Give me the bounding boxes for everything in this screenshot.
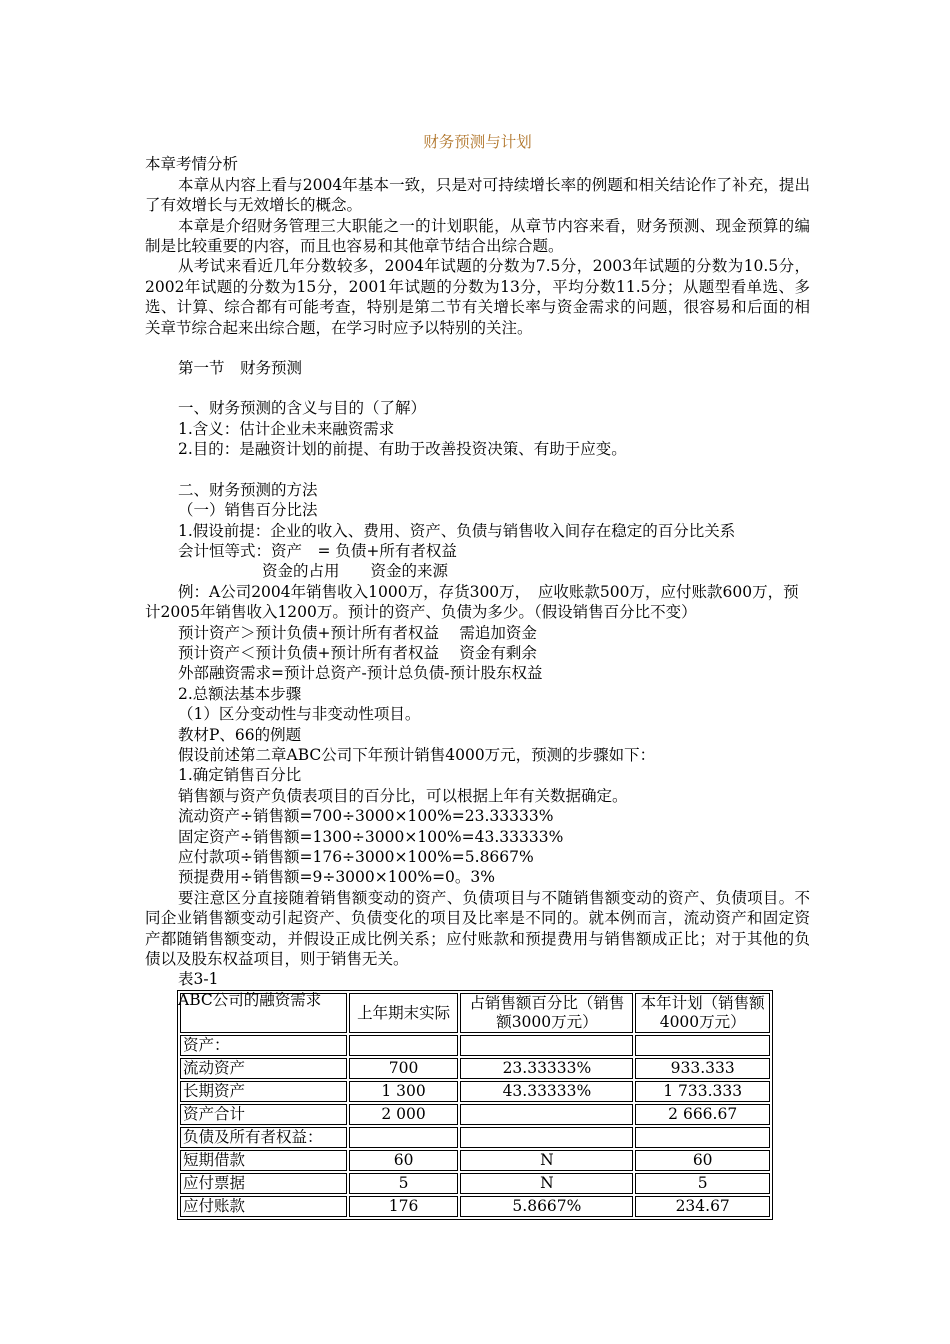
row-label-cell: 负债及所有者权益： <box>180 1127 347 1148</box>
paragraph: 第一节 财务预测 <box>178 359 303 378</box>
paragraph: 流动资产÷销售额=700÷3000×100%=23.33333% <box>178 807 554 826</box>
blank-line <box>145 338 810 358</box>
table-cell <box>635 1035 770 1056</box>
blank-line <box>145 378 810 398</box>
paragraph: 应付款项÷销售额=176÷3000×100%=5.8667% <box>178 848 534 866</box>
table-cell: 5.8667% <box>460 1196 633 1217</box>
paragraph: 销售额与资产负债表项目的百分比，可以根据上年有关数据确定。 <box>178 786 628 805</box>
table-cell: 933.333 <box>635 1058 770 1079</box>
table-cell: 60 <box>349 1150 459 1171</box>
paragraph: 预计资产＞预计负债+预计所有者权益 需追加资金 <box>178 623 537 642</box>
table-cell: 2 000 <box>349 1104 459 1125</box>
table-row <box>180 1127 770 1148</box>
paragraph: 要注意区分直接随着销售额变动的资产、负债项目与不随销售额变动的资产、负债项目。不同企业销售额变动引起资产、负债变化的项目及比率是不同的。就本例而言，流动资产和固定资产都随销售额变动，并假设正成比例关系；应付账款和预提费用与销售额成正比；对于其他的负债以及股东权益项目，则于销售无关。 <box>145 888 810 969</box>
table-cell: N <box>460 1173 633 1194</box>
table-row <box>180 1196 770 1217</box>
table-row <box>180 1058 770 1079</box>
table-row <box>180 1173 770 1194</box>
table-cell <box>635 1127 770 1148</box>
paragraph: 固定资产÷销售额=1300÷3000×100%=43.33333% <box>178 827 564 846</box>
paragraph: 例：A公司2004年销售收入1000万，存货300万， 应收账款500万，应付账款600万，预计2005年销售收入1200万。预计的资产、负债为多少。（假设销售百分比不变） <box>145 582 799 622</box>
paragraph: 会计恒等式：资产 = 负债+所有者权益 <box>178 541 457 560</box>
paragraph: 一、财务预测的含义与目的（了解） <box>178 399 427 418</box>
paragraph: 1.假设前提：企业的收入、费用、资产、负债与销售收入间存在稳定的百分比关系 <box>178 521 736 540</box>
paragraph: 2.总额法基本步骤 <box>178 684 302 703</box>
paragraph: 外部融资需求=预计总资产-预计总负债-预计股东权益 <box>178 664 543 683</box>
table-header-cell: 占销售额百分比（销售额3000万元） <box>460 993 633 1033</box>
paragraph: 本章从内容上看与2004年基本一致，只是对可持续增长率的例题和相关结论作了补充，提出了有效增长与无效增长的概念。 <box>145 175 810 215</box>
paragraph: 1.含义：估计企业未来融资需求 <box>178 419 395 438</box>
paragraph: 二、财务预测的方法 <box>178 480 318 499</box>
paragraph: 假设前述第二章ABC公司下年预计销售4000万元，预测的步骤如下： <box>178 745 656 764</box>
paragraph: 表3-1 <box>178 970 219 989</box>
document-title: 财务预测与计划 <box>423 133 532 151</box>
table-row <box>180 1081 770 1102</box>
paragraph: ABC公司的融资需求 <box>178 990 322 1009</box>
table-cell: 700 <box>349 1058 459 1079</box>
table-header-cell: 本年计划（销售额4000万元） <box>635 993 770 1033</box>
row-label-cell: 长期资产 <box>180 1081 347 1102</box>
table-cell: 2 666.67 <box>635 1104 770 1125</box>
table-header-cell: 上年期末实际 <box>349 993 459 1033</box>
paragraph: 从考试来看近几年分数较多，2004年试题的分数为7.5分，2003年试题的分数为10.5分，2002年试题的分数为15分，2001年试题的分数为13分，平均分数11.5分；从题型看单选、多选、计算、综合都有可能考查，特别是第二节有关增长率与资金需求的问题，很容易和后面的相关章节综合起来出综合题，在学习时应予以特别的关注。 <box>145 257 810 337</box>
table-row <box>180 1150 770 1171</box>
table-header-row <box>180 993 770 1033</box>
paragraph: 本章考情分析 <box>145 155 239 174</box>
paragraph: 预提费用÷销售额=9÷3000×100%=0。3% <box>178 868 496 887</box>
paragraph: 2.目的：是融资计划的前提、有助于改善投资决策、有助于应变。 <box>178 440 627 459</box>
table-cell: 234.67 <box>635 1196 770 1217</box>
table-cell <box>460 1035 633 1056</box>
table-cell: 60 <box>635 1150 770 1171</box>
table-header-cell <box>180 993 347 1033</box>
row-label-cell: 应付票据 <box>180 1173 347 1194</box>
blank-line <box>145 460 810 480</box>
table-cell: 1 733.333 <box>635 1081 770 1102</box>
paragraph: （一）销售百分比法 <box>178 501 318 520</box>
table-cell: 5 <box>349 1173 459 1194</box>
table-cell: 5 <box>635 1173 770 1194</box>
row-label-cell: 短期借款 <box>180 1150 347 1171</box>
paragraph: 1.确定销售百分比 <box>178 766 302 785</box>
table-cell: 1 300 <box>349 1081 459 1102</box>
paragraph: 本章是介绍财务管理三大职能之一的计划职能，从章节内容来看，财务预测、现金预算的编制是比较重要的内容，而且也容易和其他章节结合出综合题。 <box>145 216 810 256</box>
row-label-cell: 流动资产 <box>180 1058 347 1079</box>
table-cell: 43.33333% <box>460 1081 633 1102</box>
paragraph: 预计资产＜预计负债+预计所有者权益 资金有剩余 <box>178 643 537 662</box>
table-row <box>180 1104 770 1125</box>
document-paragraphs <box>145 154 810 1010</box>
table-cell <box>349 1127 459 1148</box>
table-row <box>180 1035 770 1056</box>
paragraph: （1）区分变动性与非变动性项目。 <box>178 705 421 724</box>
document-body <box>145 132 810 1010</box>
table-cell: 23.33333% <box>460 1058 633 1079</box>
row-label-cell: 资产合计 <box>180 1104 347 1125</box>
paragraph: 教材P、66的例题 <box>178 725 302 744</box>
table-cell: 176 <box>349 1196 459 1217</box>
row-label-cell: 资产： <box>180 1035 347 1056</box>
financing-needs-table <box>177 990 773 1220</box>
table-cell <box>460 1127 633 1148</box>
paragraph: 资金的占用 资金的来源 <box>262 562 449 581</box>
table-cell: N <box>460 1150 633 1171</box>
table-cell <box>460 1104 633 1125</box>
table-cell <box>349 1035 459 1056</box>
row-label-cell: 应付账款 <box>180 1196 347 1217</box>
